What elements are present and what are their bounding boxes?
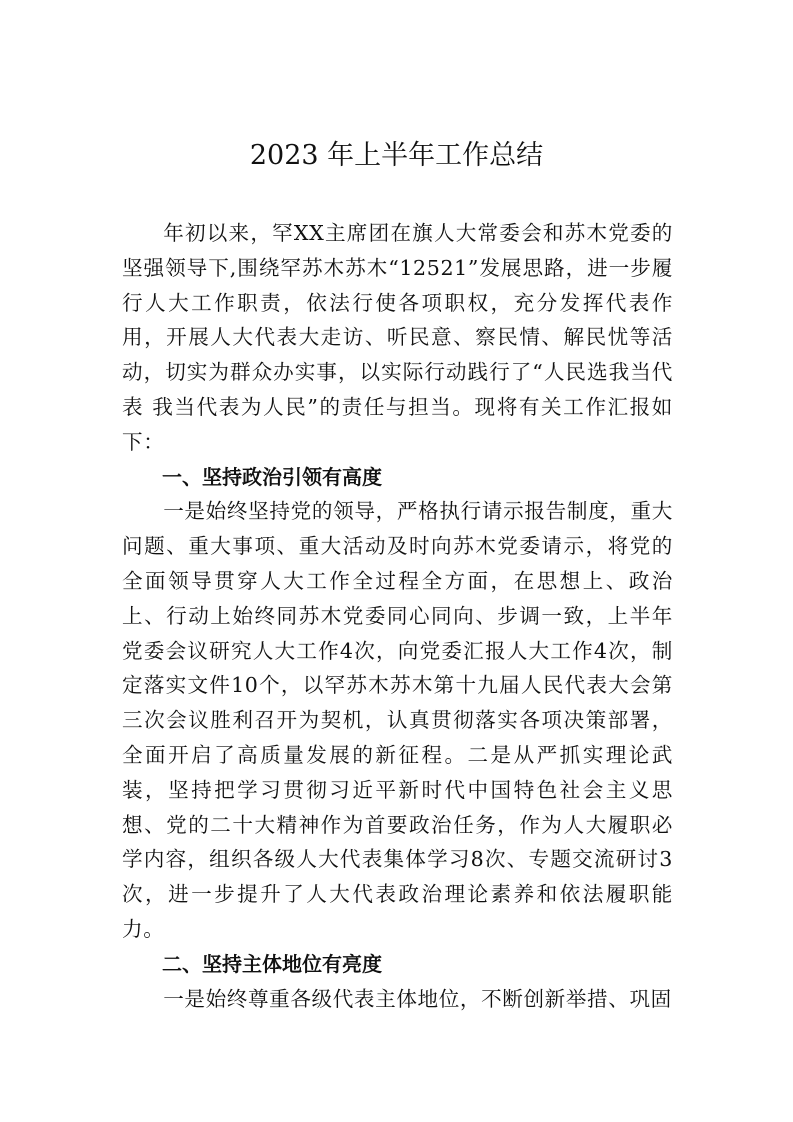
intro-paragraph: 年初以来，罕XX主席团在旗人大常委会和苏木党委的坚强领导下,围绕罕苏木苏木“12521”发展思路，进一步履行人大工作职责，依法行使各项职权，充分发挥代表作用，开展人大代表大走访、听民意、察民情、解民忧等活动，切实为群众办实事，以实际行动践行了“人民选我当代表 我当代表为人民”的责任与担当。现将有关工作汇报如下： — [122, 221, 673, 454]
section-1-heading: 一、坚持政治引领有高度 — [162, 464, 382, 489]
document-title: 2023 年上半年工作总结 — [249, 140, 544, 171]
document-body — [122, 216, 673, 1016]
section-1-paragraph: 一是始终坚持党的领导，严格执行请示报告制度，重大问题、重大事项、重大活动及时向苏木党委请示，将党的全面领导贯穿人大工作全过程全方面，在思想上、政治上、行动上始终同苏木党委同心同向、步调一致，上半年党委会议研究人大工作4次，向党委汇报人大工作4次，制定落实文件10个，以罕苏木苏木第十九届人民代表大会第三次会议胜利召开为契机，认真贯彻落实各项决策部署，全面开启了高质量发展的新征程。二是从严抓实理论武装，坚持把学习贯彻习近平新时代中国特色社会主义思想、党的二十大精神作为首要政治任务，作为人大履职必学内容，组织各级人大代表集体学习8次、专题交流研讨3次，进一步提升了人大代表政治理论素养和依法履职能力。 — [122, 499, 673, 941]
section-2-heading: 二、坚持主体地位有亮度 — [162, 951, 382, 976]
section-2-paragraph: 一是始终尊重各级代表主体地位，不断创新举措、巩固 — [163, 986, 672, 1011]
